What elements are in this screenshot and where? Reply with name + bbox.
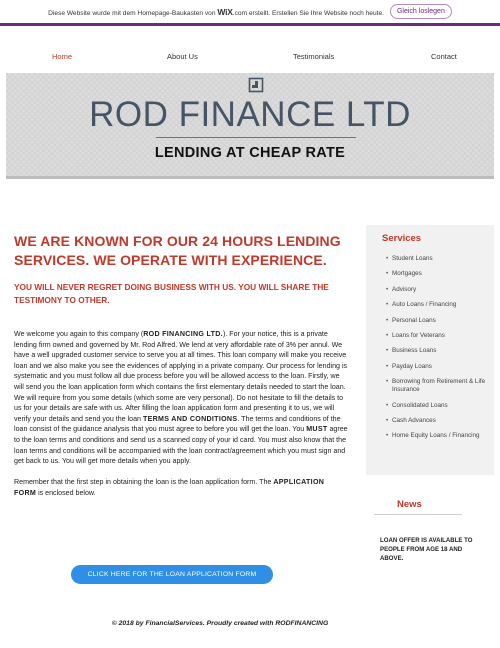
service-item[interactable]: • Cash Advances [386, 417, 490, 425]
must-bold: MUST [306, 425, 328, 434]
header-banner [6, 73, 494, 179]
service-item[interactable]: • Mortgages [386, 270, 490, 278]
text-run: . The terms and conditions of the loan consist of the guidance analysis that you must agree to before you will get the loan. You [14, 414, 341, 434]
text-run: agree to the loan terms and conditions and send us a scanned copy of your id card. You must also know that the loan terms and conditions will be accompanied with the loan contract/agreement which you must sign and get back to us. You will get more details when you apply. [14, 425, 348, 466]
square-logo-icon [248, 77, 264, 93]
nav-item-about-us[interactable]: About Us [167, 52, 198, 61]
main-headline: WE ARE KNOWN FOR OUR 24 HOURS LENDING SERVICES. WE OPERATE WITH EXPERIENCE. [14, 233, 341, 268]
site-tagline: LENDING AT CHEAP RATE [154, 145, 346, 161]
text-run: Remember that the first step in obtaining the loan is the loan application form. The [14, 478, 274, 487]
services-sidebar [366, 225, 494, 475]
news-divider [374, 514, 462, 515]
main-nav [0, 52, 500, 68]
loan-application-button[interactable]: CLICK HERE FOR THE LOAN APPLICATION FORM [71, 565, 273, 584]
text-run: ). For your notice, this is a private lending firm owned and governed by Mr. Rod Alfred. We lend at very affordable rate of 3% per annul. We have a well upgraded customer service to serve you at all times. This loan company will make you receive loan and we also make you see the evidences of applying in a private company. Our process for lending is systematic and you must follow all due process before you will be allowed access to the loan. Firstly, we will send you the loan application form which contains the first elementary details needed to start the loan. We will require from you some details (which some are very personal). Do not hesitate to fill the details to us for your details are safe with us. After filling the loan application form and presenting it to us, we will verify your details and send you the loan [14, 330, 348, 423]
wix-promo-text [48, 7, 384, 17]
service-item[interactable]: • Auto Loans / Financing [386, 301, 490, 309]
service-item[interactable]: • Student Loans [386, 255, 490, 263]
services-list [386, 255, 490, 448]
service-item[interactable]: • Loans for Veterans [386, 332, 490, 340]
service-item[interactable]: • Payday Loans [386, 363, 490, 371]
service-item[interactable]: • Advisory [386, 286, 490, 294]
wix-promo-text-after: .com erstellt. Erstellen Sie Ihre Website noch heute. [232, 9, 384, 17]
news-text: LOAN OFFER IS AVAILABLE TO PEOPLE FROM AGE 18 AND ABOVE. [380, 537, 473, 562]
wix-promo-bar [0, 0, 500, 26]
application-form-bold: APPLICATION FORM [14, 478, 325, 497]
service-item[interactable]: • Consolidated Loans [386, 402, 490, 410]
company-name-bold: ROD FINANCING LTD. [143, 330, 223, 338]
title-divider [156, 137, 356, 138]
intro-paragraph [14, 329, 348, 467]
service-item[interactable]: • Borrowing from Retirement & Life Insurance [386, 378, 490, 394]
nav-item-home[interactable]: Home [52, 52, 73, 61]
services-title: Services [382, 233, 422, 244]
get-started-button[interactable]: Gleich loslegen [390, 4, 452, 19]
wix-brand: WiX [217, 6, 233, 17]
terms-bold: TERMS AND CONDITIONS [142, 414, 238, 423]
application-paragraph [14, 477, 348, 498]
service-item[interactable]: • Business Loans [386, 347, 490, 355]
service-item[interactable]: • Home Equity Loans / Financing [386, 432, 490, 440]
intro-text [14, 329, 348, 499]
text-run: is enclosed below. [36, 488, 96, 497]
text-run: We welcome you again to this company ( [14, 330, 144, 338]
nav-item-testimonials[interactable]: Testimonials [293, 52, 335, 61]
service-item[interactable]: • Personal Loans [386, 317, 490, 325]
nav-item-contact[interactable]: Contact [431, 52, 457, 61]
wix-promo-text-before: Diese Website wurde mit dem Homepage-Baukasten von [48, 9, 218, 17]
site-title: ROD FINANCE LTD [89, 95, 411, 134]
sub-headline: YOU WILL NEVER REGRET DOING BUSINESS WITH US. YOU WILL SHARE THE TESTIMONY TO OTHER. [14, 282, 329, 305]
news-title: News [397, 499, 422, 510]
footer-text: © 2018 by FinancialServices. Proudly created with RODFINANCING [111, 620, 329, 627]
